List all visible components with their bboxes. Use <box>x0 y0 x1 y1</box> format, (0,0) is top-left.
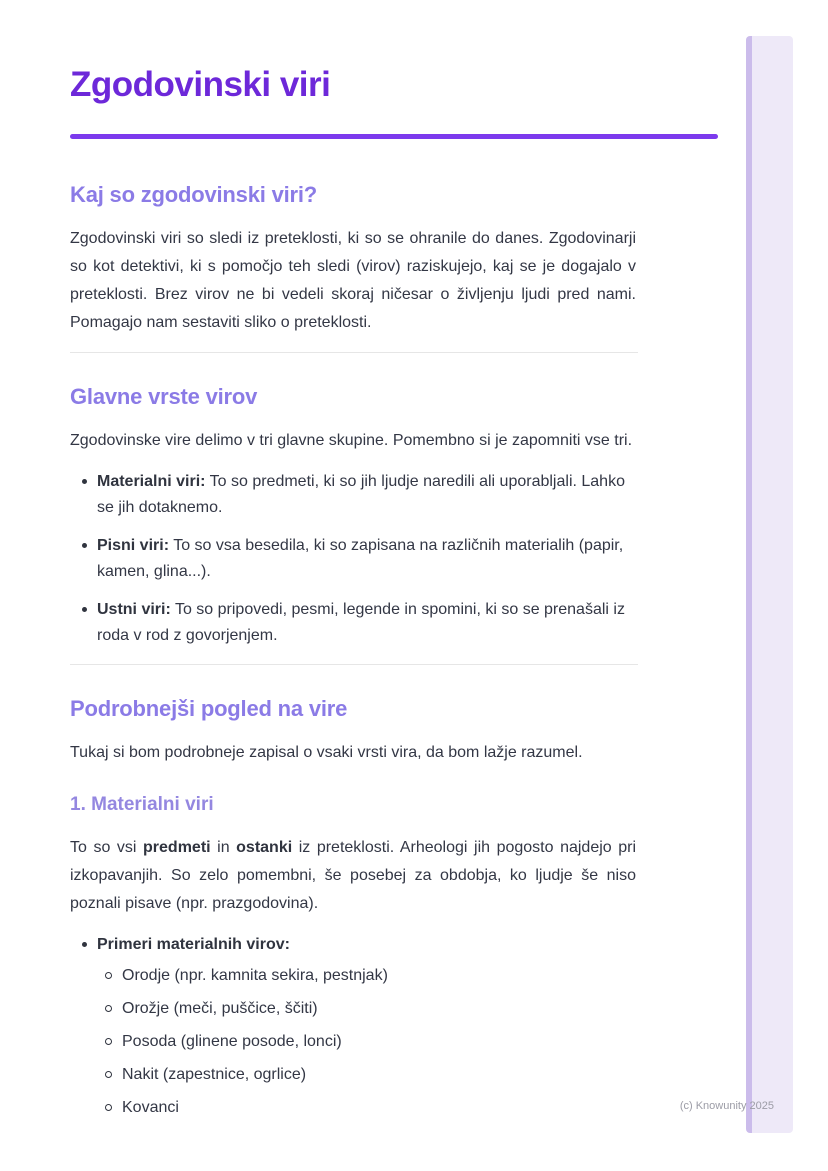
examples-sublist <box>105 964 636 1120</box>
source-types-list <box>70 469 636 649</box>
section-divider <box>70 352 638 353</box>
list-item-label: Materialni viri: <box>97 473 206 490</box>
subsection-heading-materialni-viri: 1. Materialni viri <box>70 794 214 815</box>
paragraph-bold-ostanki: ostanki <box>236 839 293 856</box>
examples-list-wrapper <box>70 932 636 1120</box>
section-heading-detailed-view: Podrobnejši pogled na vire <box>70 696 348 721</box>
list-item-materialni-viri <box>70 469 636 521</box>
list-item-label: Pisni viri: <box>97 537 170 554</box>
section-heading-what-are-sources: Kaj so zgodovinski viri? <box>70 182 318 207</box>
paragraph-detailed-view-intro: Tukaj si bom podrobneje zapisal o vsaki vrsti vira, da bom lažje razumel. <box>70 744 583 761</box>
paragraph-materialni-viri <box>70 834 636 918</box>
paragraph-text: iz preteklosti. Arheologi jih pogosto najdejo pri izkopavanjih. So zelo pomembni, še posebej za obdobja, ko ljudje še niso poznali pisave (npr. prazgodovina). <box>70 839 637 912</box>
list-item-text: To so predmeti, ki so jih ljudje naredili ali uporabljali. Lahko se jih dotaknemo. <box>97 473 625 516</box>
section-heading-main-types: Glavne vrste virov <box>70 384 258 409</box>
paragraph-main-types-intro: Zgodovinske vire delimo v tri glavne skupine. Pomembno si je zapomniti vse tri. <box>70 432 633 449</box>
paragraph-text: in <box>210 839 237 856</box>
footer-credit: (c) Knowunity 2025 <box>679 1100 774 1112</box>
list-item-text: To so pripovedi, pesmi, legende in spomini, ki so se prenašali iz roda v rod z govorjenjem. <box>97 601 625 644</box>
list-item-orozje: Orožje (meči, puščice, ščiti) <box>105 997 636 1021</box>
list-item-pisni-viri <box>70 533 636 585</box>
list-item-posoda: Posoda (glinene posode, lonci) <box>105 1030 636 1054</box>
section-divider <box>70 664 638 665</box>
document-content <box>70 0 636 1132</box>
list-item-text: To so vsa besedila, ki so zapisana na različnih materialih (papir, kamen, glina...). <box>97 537 624 580</box>
list-item-examples <box>70 932 636 1120</box>
paragraph-what-are-sources: Zgodovinski viri so sledi iz preteklosti, ki so se ohranile do danes. Zgodovinarji so kot detektivi, ki s pomočjo teh sledi (virov) raziskujejo, kaj se je dogajalo v preteklosti. Brez virov ne bi vedeli skoraj ničesar o življenju ljudi pred nami. Pomagajo nam sestaviti sliko o preteklosti. <box>70 230 636 331</box>
paragraph-text: To so vsi <box>70 839 144 856</box>
list-item-nakit: Nakit (zapestnice, ogrlice) <box>105 1063 636 1087</box>
title-underline-rule <box>70 134 718 139</box>
list-item-kovanci: Kovanci <box>105 1096 636 1120</box>
paragraph-bold-predmeti: predmeti <box>143 839 211 856</box>
list-item-orodje: Orodje (npr. kamnita sekira, pestnjak) <box>105 964 636 988</box>
list-item-label: Ustni viri: <box>97 601 171 618</box>
list-item-ustni-viri <box>70 597 636 649</box>
examples-label: Primeri materialnih virov: <box>97 936 290 953</box>
side-accent-bar <box>746 36 793 1133</box>
page-title: Zgodovinski viri <box>70 65 331 104</box>
